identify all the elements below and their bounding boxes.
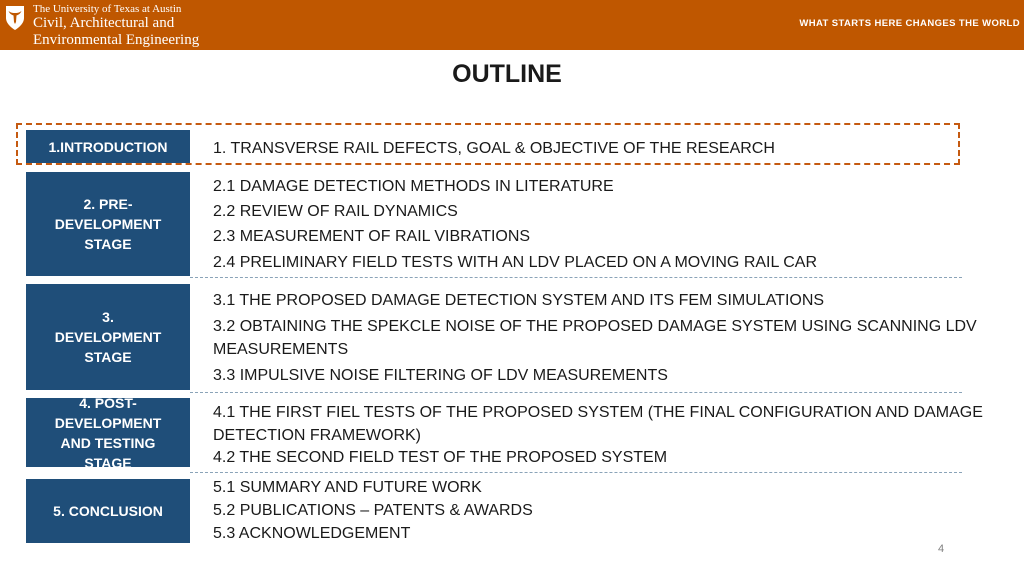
outline-item: 3.1 THE PROPOSED DAMAGE DETECTION SYSTEM AND ITS FEM SIMULATIONS (213, 292, 825, 309)
stage-label: 3. DEVELOPMENT STAGE (54, 309, 162, 365)
outline-item: 5.1 SUMMARY AND FUTURE WORK (213, 479, 482, 496)
outline-item: 1. TRANSVERSE RAIL DEFECTS, GOAL & OBJECTIVE OF THE RESEARCH (213, 140, 775, 157)
university-name: The University of Texas at Austin (33, 3, 182, 15)
tagline: WHAT STARTS HERE CHANGES THE WORLD (799, 18, 1020, 29)
outline-item: MEASUREMENTS (213, 341, 349, 358)
department-line-2: Environmental Engineering (33, 31, 200, 48)
section-divider (190, 472, 962, 473)
department-name (33, 15, 199, 48)
department-line-1: Civil, Architectural and (33, 15, 175, 31)
stage-label: 2. PRE-DEVELOPMENT STAGE (54, 196, 162, 252)
stage-label: 4. POST-DEVELOPMENT AND TESTING STAGE (54, 394, 162, 471)
outline-item: 2.4 PRELIMINARY FIELD TESTS WITH AN LDV PLACED ON A MOVING RAIL CAR (213, 254, 818, 271)
section-divider (190, 277, 962, 278)
outline-item: 4.2 THE SECOND FIELD TEST OF THE PROPOSED SYSTEM (213, 449, 668, 466)
page-number: 4 (938, 543, 945, 555)
header-bar (0, 0, 1024, 50)
outline-item: DETECTION FRAMEWORK) (213, 427, 421, 444)
outline-item: 2.1 DAMAGE DETECTION METHODS IN LITERATURE (213, 178, 614, 195)
stage-label: 5. CONCLUSION (53, 503, 163, 519)
outline-item: 3.2 OBTAINING THE SPEKCLE NOISE OF THE PROPOSED DAMAGE SYSTEM USING SCANNING LDV (213, 318, 977, 335)
slide-title: OUTLINE (452, 60, 562, 88)
outline-item: 5.2 PUBLICATIONS – PATENTS & AWARDS (213, 502, 533, 519)
stage-box-introduction (26, 130, 190, 163)
stage-box-conclusion (26, 479, 190, 543)
stage-box-pre-development (26, 172, 190, 276)
outline-item: 2.3 MEASUREMENT OF RAIL VIBRATIONS (213, 228, 531, 245)
stage-label: 1.INTRODUCTION (48, 138, 168, 155)
outline-item: 3.3 IMPULSIVE NOISE FILTERING OF LDV MEASUREMENTS (213, 367, 668, 384)
section-divider (190, 392, 962, 393)
stage-box-post-development (26, 394, 190, 471)
texas-longhorn-shield-icon (5, 5, 25, 31)
outline-item: 2.2 REVIEW OF RAIL DYNAMICS (213, 203, 458, 220)
outline-item: 5.3 ACKNOWLEDGEMENT (213, 525, 411, 542)
stage-box-development (26, 284, 190, 390)
outline-item: 4.1 THE FIRST FIEL TESTS OF THE PROPOSED SYSTEM (THE FINAL CONFIGURATION AND DAMAGE (213, 404, 983, 421)
